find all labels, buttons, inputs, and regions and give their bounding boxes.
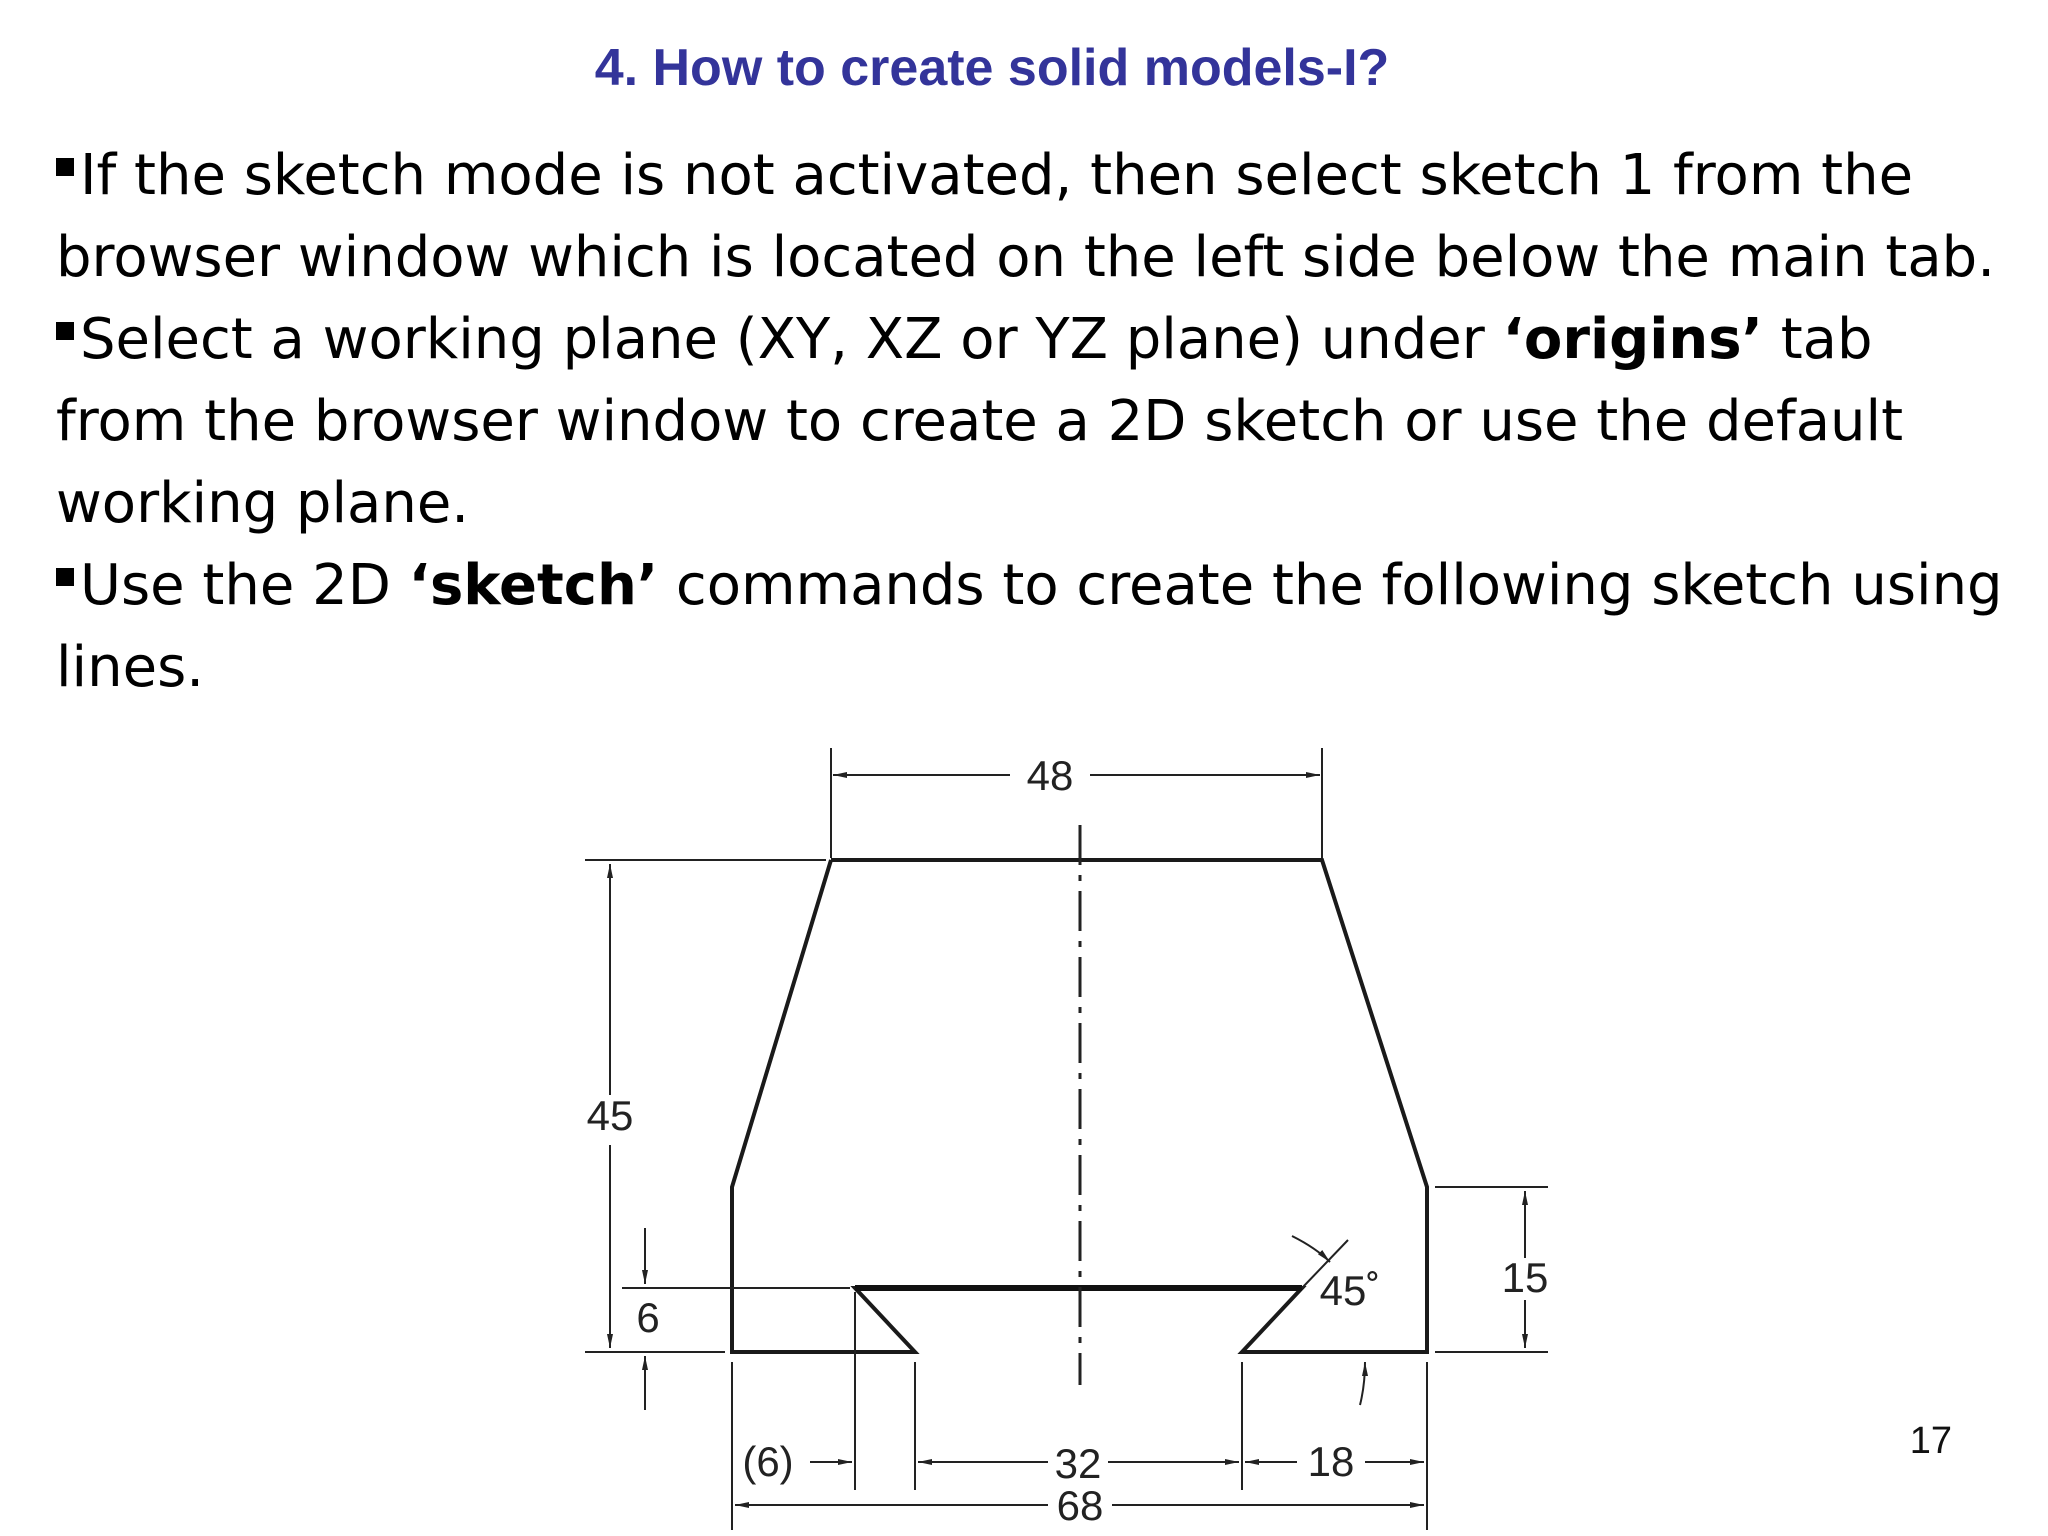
dim-slot-width-label: 32 (1054, 1440, 1102, 1487)
dim-right-height-label: 15 (1501, 1254, 1549, 1301)
dim-slot-depth-label: 6 (636, 1294, 660, 1341)
bullet-text: commands to create the following sketch using lines. (56, 553, 2003, 700)
dim-height-label: 45 (586, 1092, 634, 1139)
slide-title: 4. How to create solid models-I? (594, 39, 1390, 97)
bullet-text: Use the 2D (80, 553, 409, 618)
bullet-text: tab from the browser window to create a 2D sketch or use the default working plane. (56, 307, 1904, 536)
dim-overall-width-label: 68 (1056, 1482, 1104, 1529)
dim-angle-label: 45˚ (1319, 1267, 1381, 1314)
page-number: 17 (1909, 1420, 1952, 1462)
dim-right-foot-label: 18 (1307, 1438, 1355, 1485)
bullet-text: Select a working plane (XY, XZ or YZ plane) under (80, 307, 1503, 372)
bullet-bold-term: ‘sketch’ (408, 553, 659, 618)
dim-top-width-label: 48 (1026, 752, 1074, 799)
extension-lines (585, 748, 1548, 1530)
bullet-text: If the sketch mode is not activated, then select sketch 1 from the browser window which is located on the left side below the main tab. (56, 143, 1996, 290)
bullet-bold-term: ‘origins’ (1502, 307, 1763, 372)
dim-left-offset-label: (6) (742, 1438, 794, 1485)
